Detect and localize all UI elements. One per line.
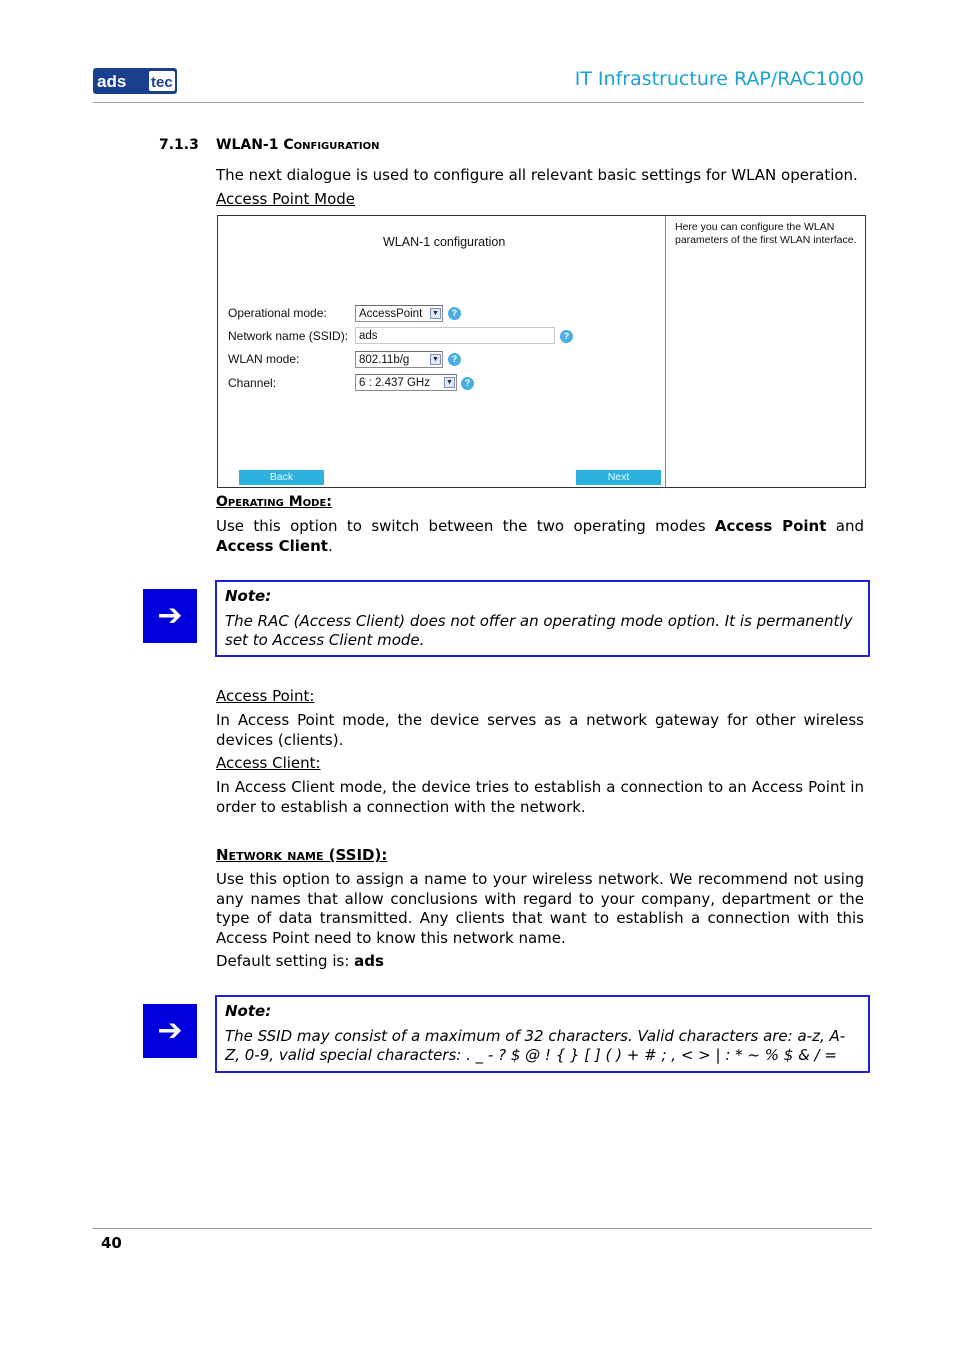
note-title xyxy=(225,587,860,607)
arrow-right-icon: ➔ xyxy=(143,1004,197,1058)
arrow-right-icon: ➔ xyxy=(143,589,197,643)
operating-mode-text-end: . xyxy=(327,536,333,555)
access-point-text: In Access Point mode, the device serves as a network gateway for other wireless devices (clients). xyxy=(216,711,864,749)
channel-label: Channel: xyxy=(228,376,277,390)
help-icon[interactable]: ? xyxy=(461,377,474,390)
note-box xyxy=(215,580,870,657)
note-title-text: Note: xyxy=(225,1002,272,1020)
wlan-mode-label: WLAN mode: xyxy=(228,352,300,366)
svg-text:tec: tec xyxy=(151,74,173,91)
mode-heading: Access Point Mode xyxy=(216,190,355,208)
operational-mode-value: AccessPoint xyxy=(359,308,423,320)
operational-mode-label: Operational mode: xyxy=(228,306,327,320)
access-point-term: Access Point xyxy=(714,517,827,535)
access-point-heading: Access Point: xyxy=(216,687,315,705)
network-name-text: Use this option to assign a name to your wireless network. We recommend not using any names that allow conclusions with regard to your company, department or the type of data transmitted. Any clients that want to establish a connection with this Access Point need to know this network name. xyxy=(216,870,864,947)
section-number: 7.1.3 xyxy=(159,137,199,153)
dialog-divider xyxy=(665,216,666,487)
note-title xyxy=(225,1002,860,1022)
next-button[interactable]: Next xyxy=(576,470,661,485)
wlan-mode-value: 802.11b/g xyxy=(359,354,410,366)
operational-mode-select[interactable] xyxy=(355,305,443,322)
default-setting-prefix: Default setting is: xyxy=(216,952,355,970)
wlan-config-dialog xyxy=(217,215,866,488)
ssid-input[interactable] xyxy=(355,327,555,344)
footer-rule xyxy=(93,1228,872,1229)
access-client-heading: Access Client: xyxy=(216,754,321,772)
default-setting-value: ads xyxy=(354,952,384,970)
help-icon[interactable]: ? xyxy=(448,307,461,320)
dialog-title: WLAN-1 configuration xyxy=(383,235,506,249)
dialog-help-text: Here you can configure the WLAN parameters of the first WLAN interface. xyxy=(675,221,857,246)
wlan-mode-select[interactable] xyxy=(355,351,443,368)
header-rule xyxy=(93,102,864,103)
note-title-text: Note: xyxy=(225,587,272,605)
default-setting xyxy=(216,952,864,972)
operating-mode-heading: Operating Mode: xyxy=(216,494,332,510)
channel-select[interactable] xyxy=(355,374,457,391)
channel-value: 6 : 2.437 GHz xyxy=(359,377,430,389)
note-text: The SSID may consist of a maximum of 32 characters. Valid characters are: a-z, A-Z, 0-9, valid special characters: . _ - ? $ @ ! { } [ ] ( ) + # ; , < > | : * ~ % $ & / = xyxy=(225,1026,846,1064)
chevron-down-icon[interactable]: ▼ xyxy=(430,308,441,319)
ssid-label: Network name (SSID): xyxy=(228,329,349,343)
document-title: IT Infrastructure RAP/RAC1000 xyxy=(574,68,864,90)
chevron-down-icon[interactable]: ▼ xyxy=(430,354,441,365)
chevron-down-icon[interactable]: ▼ xyxy=(444,377,455,388)
operating-mode-text xyxy=(216,517,864,556)
note-text: The RAC (Access Client) does not offer an operating mode option. It is permanently set to Access Client mode. xyxy=(225,611,853,649)
operating-mode-text-mid: and xyxy=(826,517,864,535)
note-box xyxy=(215,995,870,1073)
section-title: WLAN-1 Configuration xyxy=(216,137,380,153)
help-icon[interactable]: ? xyxy=(448,353,461,366)
access-client-term: Access Client xyxy=(216,536,328,555)
network-name-heading: Network name (SSID): xyxy=(216,846,388,864)
svg-text:ads: ads xyxy=(97,72,127,91)
ssid-value: ads xyxy=(359,330,378,342)
adstec-logo xyxy=(93,68,177,94)
back-button[interactable]: Back xyxy=(239,470,324,485)
help-icon[interactable]: ? xyxy=(560,330,573,343)
page-number: 40 xyxy=(101,1234,122,1252)
intro-paragraph: The next dialogue is used to configure all relevant basic settings for WLAN operation. xyxy=(216,166,858,184)
operating-mode-text-pre: Use this option to switch between the two operating modes xyxy=(216,517,715,535)
access-client-text: In Access Client mode, the device tries to establish a connection to an Access Point in order to establish a connection with the network. xyxy=(216,778,864,816)
